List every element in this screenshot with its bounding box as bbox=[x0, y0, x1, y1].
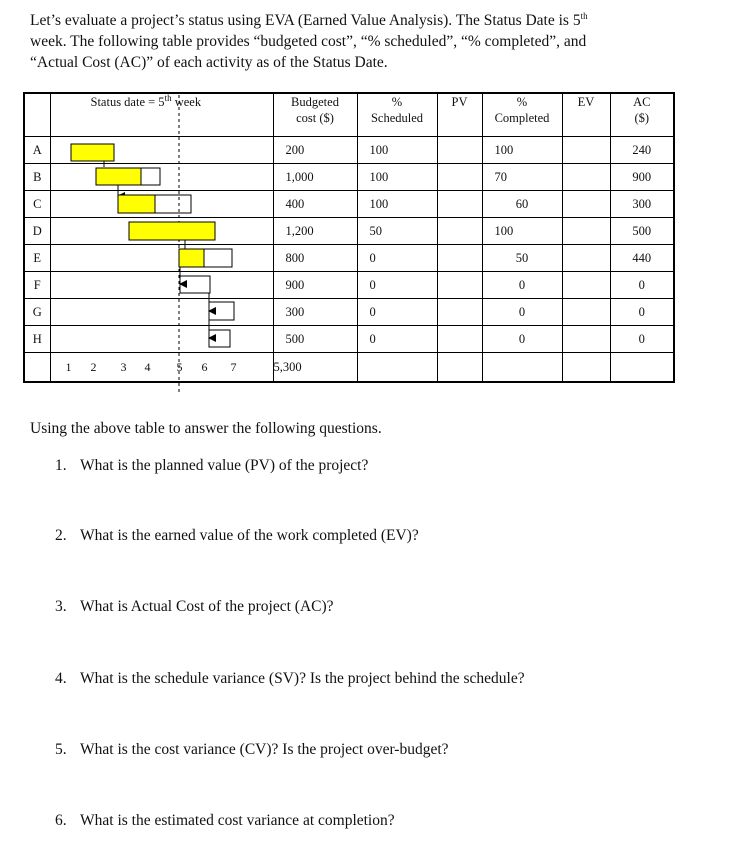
activity-header bbox=[24, 93, 50, 137]
ac-cell: 0 bbox=[610, 326, 674, 353]
gantt-cell bbox=[50, 164, 273, 191]
budget-cell: 900 bbox=[273, 272, 357, 299]
activity-label: G bbox=[24, 299, 50, 326]
week-tick: 4 bbox=[144, 360, 151, 374]
week-axis bbox=[50, 353, 273, 383]
gantt-cell bbox=[50, 218, 273, 245]
completed-cell: 0 bbox=[482, 272, 562, 299]
scheduled-header: % Scheduled bbox=[357, 93, 437, 137]
intro-line-3: “Actual Cost (AC)” of each activity as of the Status Date. bbox=[30, 54, 388, 71]
pv-cell bbox=[437, 326, 482, 353]
ac-cell: 0 bbox=[610, 272, 674, 299]
question-6: 6. What is the estimated cost variance at completion? bbox=[55, 812, 395, 829]
ev-cell bbox=[562, 326, 610, 353]
week-tick: 6 bbox=[201, 360, 208, 374]
pv-cell bbox=[437, 218, 482, 245]
gantt-cell bbox=[50, 191, 273, 218]
ac-cell: 0 bbox=[610, 299, 674, 326]
activity-label: B bbox=[24, 164, 50, 191]
budget-cell: 1,200 bbox=[273, 218, 357, 245]
scheduled-cell: 0 bbox=[357, 326, 437, 353]
completed-cell: 100 bbox=[482, 137, 562, 164]
ev-cell bbox=[562, 218, 610, 245]
table-header bbox=[24, 93, 674, 137]
scheduled-cell: 50 bbox=[357, 218, 437, 245]
pv-cell bbox=[437, 164, 482, 191]
scheduled-cell: 0 bbox=[357, 272, 437, 299]
ac-cell: 500 bbox=[610, 218, 674, 245]
completed-cell: 0 bbox=[482, 326, 562, 353]
intro-line-1: Let’s evaluate a project’s status using EVA (Earned Value Analysis). The Status Date is 5th bbox=[30, 10, 588, 29]
activity-label: H bbox=[24, 326, 50, 353]
budget-header: Budgeted cost ($) bbox=[273, 93, 357, 137]
scheduled-cell: 0 bbox=[357, 245, 437, 272]
table-row bbox=[24, 326, 674, 353]
activity-label: E bbox=[24, 245, 50, 272]
activity-label: F bbox=[24, 272, 50, 299]
scheduled-cell: 100 bbox=[357, 191, 437, 218]
scheduled-cell: 100 bbox=[357, 137, 437, 164]
gantt-cell bbox=[50, 272, 273, 299]
table-footer bbox=[24, 353, 674, 383]
gantt-cell bbox=[50, 299, 273, 326]
ev-cell bbox=[562, 272, 610, 299]
question-5: 5. What is the cost variance (CV)? Is the project over-budget? bbox=[55, 741, 449, 758]
completed-cell: 70 bbox=[482, 164, 562, 191]
table-row bbox=[24, 191, 674, 218]
ac-header: AC ($) bbox=[610, 93, 674, 137]
intro-line-2: week. The following table provides “budgeted cost”, “% scheduled”, “% completed”, and bbox=[30, 33, 587, 50]
gantt-cell bbox=[50, 326, 273, 353]
footer-empty bbox=[24, 353, 50, 383]
ev-cell bbox=[562, 137, 610, 164]
activity-label: D bbox=[24, 218, 50, 245]
ev-cell bbox=[562, 191, 610, 218]
week-tick: 5 bbox=[176, 360, 183, 374]
ac-cell: 240 bbox=[610, 137, 674, 164]
table-row bbox=[24, 137, 674, 164]
ev-cell bbox=[562, 164, 610, 191]
ev-cell bbox=[562, 245, 610, 272]
pv-cell bbox=[437, 299, 482, 326]
eva-table bbox=[23, 92, 675, 383]
budget-cell: 400 bbox=[273, 191, 357, 218]
week-tick: 7 bbox=[230, 360, 237, 374]
completed-header: % Completed bbox=[482, 93, 562, 137]
completed-cell: 60 bbox=[482, 191, 562, 218]
budget-cell: 800 bbox=[273, 245, 357, 272]
activity-label: A bbox=[24, 137, 50, 164]
budget-cell: 200 bbox=[273, 137, 357, 164]
scheduled-cell: 0 bbox=[357, 299, 437, 326]
question-3: 3. What is Actual Cost of the project (AC)? bbox=[55, 598, 334, 615]
intro-text bbox=[30, 10, 710, 73]
pv-cell bbox=[437, 191, 482, 218]
question-4: 4. What is the schedule variance (SV)? Is the project behind the schedule? bbox=[55, 670, 525, 687]
gantt-cell bbox=[50, 245, 273, 272]
total-budget: 5,300 bbox=[273, 353, 357, 383]
gantt-cell bbox=[50, 137, 273, 164]
table-row bbox=[24, 272, 674, 299]
table-row bbox=[24, 245, 674, 272]
completed-cell: 100 bbox=[482, 218, 562, 245]
ac-cell: 440 bbox=[610, 245, 674, 272]
question-1: 1. What is the planned value (PV) of the project? bbox=[55, 457, 369, 474]
budget-cell: 300 bbox=[273, 299, 357, 326]
status-date-header: Status date = 5th week bbox=[50, 93, 273, 137]
ac-cell: 900 bbox=[610, 164, 674, 191]
ev-cell bbox=[562, 299, 610, 326]
week-tick: 3 bbox=[120, 360, 127, 374]
table-row bbox=[24, 299, 674, 326]
questions-intro: Using the above table to answer the following questions. bbox=[30, 420, 382, 437]
table-row bbox=[24, 218, 674, 245]
ev-header: EV bbox=[562, 93, 610, 137]
completed-cell: 0 bbox=[482, 299, 562, 326]
week-tick: 1 bbox=[65, 360, 72, 374]
pv-header: PV bbox=[437, 93, 482, 137]
ac-cell: 300 bbox=[610, 191, 674, 218]
pv-cell bbox=[437, 272, 482, 299]
activity-label: C bbox=[24, 191, 50, 218]
table-row bbox=[24, 164, 674, 191]
question-2: 2. What is the earned value of the work completed (EV)? bbox=[55, 527, 419, 544]
week-tick: 2 bbox=[90, 360, 97, 374]
completed-cell: 50 bbox=[482, 245, 562, 272]
pv-cell bbox=[437, 137, 482, 164]
pv-cell bbox=[437, 245, 482, 272]
budget-cell: 1,000 bbox=[273, 164, 357, 191]
budget-cell: 500 bbox=[273, 326, 357, 353]
scheduled-cell: 100 bbox=[357, 164, 437, 191]
